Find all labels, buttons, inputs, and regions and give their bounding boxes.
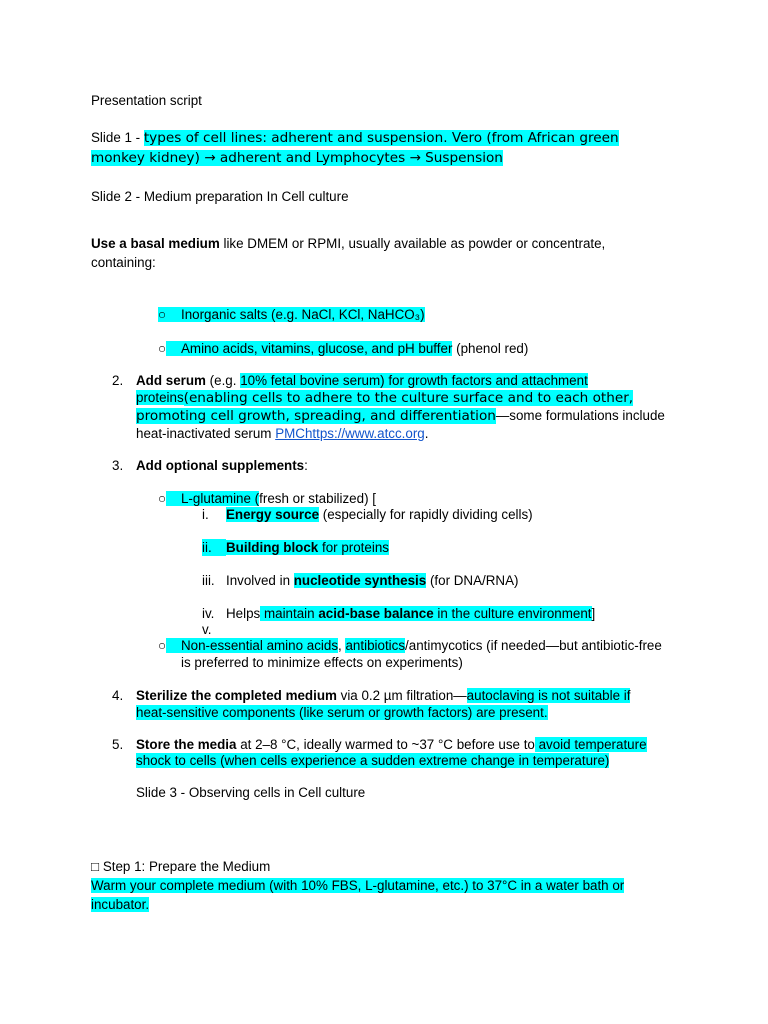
step2-highlight-2b: (enabling cells to adhere to the culture surface and to each other, [183,390,634,406]
acid-base-hl-post: in the culture environment [433,606,592,621]
step4-highlight-2: heat-sensitive components (like serum or growth factors) are present. [136,705,548,720]
step5-number: 5. [112,737,124,752]
step2-text-3: —some formulations include [495,408,665,423]
sub-item-nucleotide [226,572,518,589]
step3-colon: : [304,458,308,473]
acid-base-hl-pre: maintain [260,606,319,621]
step2-line1 [136,372,588,389]
basal-medium-line1 [91,235,605,252]
comma: , [338,638,346,653]
antibiotics-rest: /antimycotics (if needed—but antibiotic-free [405,638,662,653]
step3-number: 3. [112,458,124,473]
amino-acids-rest: (phenol red) [452,341,529,356]
atcc-link[interactable]: PMChttps://www.atcc.org [275,426,425,441]
non-essential-highlight: Non-essential amino acids [180,638,339,653]
step2-line2 [136,389,633,407]
basal-medium-line2: containing: [91,255,156,270]
prepare-medium-line1 [91,877,624,894]
sub-number-i: i. [202,507,209,522]
step3-heading [136,457,308,474]
step4-highlight-1: autoclaving is not suitable if [466,688,631,703]
add-serum-bold: Add serum [136,373,206,388]
bullet-marker: ○ [158,341,167,356]
slide1-line2 [91,149,503,167]
step5-highlight-1: avoid temperature [534,737,647,752]
prepare-medium-heading [91,858,270,875]
list-item-l-glutamine [158,490,376,507]
prepare-highlight-2: incubator. [91,897,150,912]
list-item-non-essential [158,637,662,654]
prepare-medium-text: Step 1: Prepare the Medium [99,859,271,874]
sterilize-rest: via 0.2 µm filtration— [336,688,467,703]
bullet-marker: ○ [158,638,167,653]
acid-base-rest: ] [591,606,596,621]
step5-line1 [136,736,647,753]
step5-line2 [136,752,609,769]
slide1-highlight-2: monkey kidney) → adherent and Lymphocytes → Suspension [91,150,503,166]
step2-line4 [136,425,429,442]
nucleotide-rest: (for DNA/RNA) [426,573,519,588]
l-glutamine-rest: fresh or stabilized) [ [259,491,376,506]
energy-source-bold: Energy source [226,507,320,522]
step2-text-a: (e.g. [205,373,241,388]
add-supplements-bold: Add optional supplements [136,458,305,473]
step2-line3 [136,407,665,425]
bullet-marker: ○ [158,491,167,506]
acid-base-pre: Helps [226,606,261,621]
bullet-marker: ○ [158,307,167,322]
basal-medium-bold: Use a basal medium [91,236,220,251]
list-item-amino-acids [158,340,528,357]
step4-line1 [136,687,630,704]
sub-number-ii: ii. [202,539,226,556]
sub-number-v: v. [202,622,212,637]
sub-number-iii: iii. [202,573,215,588]
antibiotics-highlight: antibiotics [345,638,406,653]
step2-highlight-3: promoting cell growth, spreading, and differentiation [136,408,496,424]
store-media-bold: Store the media [136,737,237,752]
slide1-line1 [91,129,619,147]
step4-number: 4. [112,688,124,703]
sub-item-building-block [226,539,389,556]
document-title: Presentation script [91,93,202,108]
step2-text-4: heat-inactivated serum [136,426,276,441]
nucleotide-synthesis-bold: nucleotide synthesis [293,573,427,588]
slide1-highlight-1: types of cell lines: adherent and suspension. Vero (from African green [143,130,619,146]
inorganic-salts-text: Inorganic salts (e.g. NaCl, KCl, NaHCO₃) [180,307,425,322]
non-essential-line2: is preferred to minimize effects on experiments) [181,655,463,670]
energy-source-rest: (especially for rapidly dividing cells) [319,507,533,522]
step2-period: . [424,426,429,441]
step4-line2 [136,704,548,721]
step2-highlight-2a: proteins [136,390,184,405]
building-block-bold: Building block [226,540,319,555]
sub-number-iv: iv. [202,606,215,621]
slide3-heading: Slide 3 - Observing cells in Cell culture [136,785,366,800]
step5-highlight-2: shock to cells (when cells experience a sudden extreme change in temperature) [136,753,610,768]
step2-highlight-1: 10% fetal bovine serum) for growth factors and attachment [240,373,588,388]
acid-base-bold: acid-base balance [318,606,434,621]
sub-item-acid-base [226,605,595,622]
sterilize-bold: Sterilize the completed medium [136,688,337,703]
prepare-medium-line2 [91,896,149,913]
slide2-heading: Slide 2 - Medium preparation In Cell culture [91,189,349,204]
amino-acids-text: Amino acids, vitamins, glucose, and pH buffer [180,341,453,356]
nucleotide-pre: Involved in [226,573,294,588]
store-media-rest: at 2–8 °C, ideally warmed to ~37 °C before use to [236,737,535,752]
slide1-prefix: Slide 1 - [91,130,144,145]
sub-item-energy [226,506,533,523]
step2-number: 2. [112,373,124,388]
prepare-highlight-1: Warm your complete medium (with 10% FBS, L-glutamine, etc.) to 37°C in a water bath or [91,878,625,893]
l-glutamine-highlight: L-glutamine ( [180,491,260,506]
missing-glyph-icon: □ [91,859,100,874]
building-block-rest: for proteins [318,540,389,555]
list-item-inorganic-salts [158,306,425,323]
basal-medium-text: like DMEM or RPMI, usually available as powder or concentrate, [219,236,606,251]
